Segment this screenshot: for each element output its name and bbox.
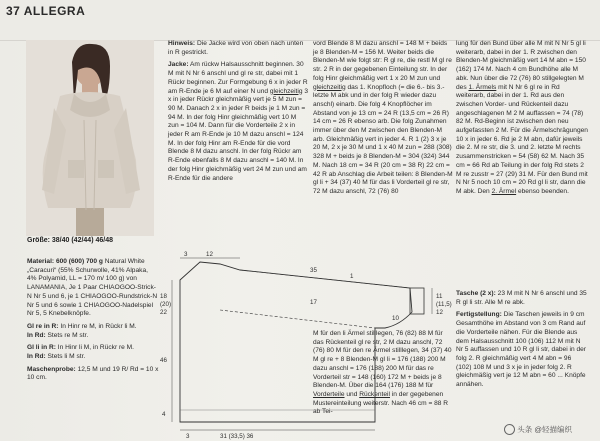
material-paragraph: Material: 600 (600) 700 g Natural White „Caracuri“ (55% Schurwolle, 41% Alpaka, 4% Polyamid, LL = 170 m/ 100 g) von LANAMANIA, Je 1 Paar CHIAOGOO-Strick-N Nr 5 und 6, je 1 CHIAOGOO-Rundstrick-N Nr 5 und 6 sowie 1 CHIAOGOO-Nadelspiel Nr 5, 5 Knebelknöpfe.: [27, 258, 158, 318]
model-photo: [26, 40, 154, 236]
dim-top-35: 35: [310, 267, 317, 274]
materials-column: [27, 258, 159, 387]
raglan-dashed-line: [220, 310, 375, 328]
source-watermark: [504, 424, 572, 435]
instructions-column-4: [456, 40, 588, 201]
dim-top-3: 3: [184, 251, 188, 258]
watermark-text: 头条 @轻描编织: [517, 425, 572, 434]
dim-left-22: 22: [160, 309, 167, 316]
col3-paragraph: vord Blende 8 M dazu anschl = 148 M + beids je 8 Blenden-M = 156 M. Weiter beids die Blenden-M wie folgt str: R gl re, die restl M gl re str. 2 R in der gegebenen Einteilung str. In der folg Hinr gleichmäßig vert 1 x 20 M zun und gleichzeitig das 1. Knopfloch (= die 6.- bis 3.-letzte M abk und in der folg R wieder dazu anschl) einarb. Die folg 4 Knopflöcher im Abstand von je 13 cm = 24 R (13,5 cm = 26 R) 14 cm = 26 R ebenso arb. Die folg Zunahmen immer über den M zwischen den Blenden-M arb. Gleichmäßig vert in jeder 4. R 1 (2) 3 x je 20 M, 2 x je 30 M und 1 x 40 M zun = 288 (308) 328 M + beids je 8 Blenden-M = 304 (324) 344 M. Nach 18 cm = 34 R (20 cm = 38 R) 22 cm = 42 R ab Anschlag die Arbeit teilen: 8 Blenden-M gl li + 34 (37) 40 M für das li Vorderteil gl re str, 72 M dazu anschl, 72 (76) 80: [313, 40, 453, 195]
col3-lower-paragraph: M für den li Ärmel stilllegen, 76 (82) 88 M für das Rückenteil gl re str, 2 M dazu anschl, 72 (76) 80 M für den re Ärmel stilllegen, 34 (37) 40 M gl re + 8 Blenden-M gl li = 176 (188) 200 M dazu anschl = 176 (188) 200 M für das re Vorderteil str = 148 (160) 172 M + beids je 8 Blenden-M. Über die 164 (176) 188 M für Vorderteile und Rückenteil in der gegebenen Mustereinteilung weiterstr. Nach 46 cm = 88 R ab Tei-: [313, 330, 452, 416]
col4-paragraph: lung für den Bund über alle M mit N Nr 5 gl li weiterarb, dabei in der 1. R zwischen den Blenden-M gleichmäßig vert 14 M abn = 150 (162) 174 M. Nach 4 cm Bundhöhe alle M abk. Nun über die 72 (76) 80 stillgelegten M des 1. Ärmels mit N Nr 6 gl re in Rd weiterarb, dabei in der 1. Rd aus den zwischen Vorder- und Rückenteil dazu angeschlagenen M 2 M auffassen = 74 (78) 82 M. Rd-Beginn ist zwischen den neu aufgefassten 2 M. Für die Ärmelschrägungen 10 x in jeder 6. Rd je 2 M abn, dafür jeweils die 2. M re str, die 3. und 2. letzte M rechts zusammenstricken = 54 (58) 62 M. Nach 35 cm = 66 Rd ab Teilung in der folg Rd stets 2 M re zusstr = 27 (29) 31 M. Für den Bund mit N Nr 5 noch 10 cm = 20 Rd gl li str, dann die M abk. Den 2. Ärmel ebenso beenden.: [456, 40, 588, 195]
dim-right-12: 12: [436, 309, 443, 316]
page-header: [0, 0, 600, 41]
instructions-column-4-lower: [456, 290, 588, 394]
dim-left-20: (20): [160, 301, 172, 308]
sleeve-dashed-line: [240, 270, 410, 288]
garment-outline: [180, 262, 412, 422]
dim-mid-10: 10: [392, 315, 399, 322]
hinweis-paragraph: Hinweis: Die Jacke wird von oben nach unten in R gestrickt.: [168, 40, 304, 56]
dim-right-11-5: (11,5): [436, 301, 452, 308]
dim-top-17: 17: [310, 299, 317, 306]
jacke-paragraph: Jacke: Am rückw Halsausschnitt beginnen. 30 M mit N Nr 6 anschl und gl re str, dabei mit 1 Rückr beginnen. Zur Formgebung 6 x in jeder R am R-Ende je 6 M auf einer N und gleichzeitig 3 x in jeder Rückr gleichmäßig vert je 5 M zun = 90 M. Danach 2 x in jeder R beids je 1 M zun = 94 M. In der folg Hinr gleichmäßig vert 10 M zun = 104 M. Dann für die Vorderteile 2 x in jeder R am R-Ende je 10 M dazu anschl = 124 M. In der folg Hinr am R-Ende für die vord Blende 8 M dazu anschl. In der folg Rückr am R-Ende ebenfalls 8 M dazu anschl = 140 M. In der folg Hinr gleichmäßig vert 24 M zun und am R-Ende für die andere: [168, 61, 309, 182]
dim-left-4: 4: [162, 411, 166, 418]
dim-bottom-width: 31 (33,5) 36: [220, 433, 254, 440]
dim-left-18: 18: [160, 293, 167, 300]
dim-left-46: 46: [160, 357, 167, 364]
gauge-paragraph: Maschenprobe: 12,5 M und 19 R/ Rd = 10 x 10 cm.: [27, 365, 159, 382]
fertig-paragraph: Fertigstellung: Die Taschen jeweils in 9 cm Gesamthöhe im Abstand von 3 cm Rand auf die Vorderteile nähen. Für die Blende aus dem Halsausschnitt 100 (106) 112 M mit N Nr 5 auffassen und 10 R gl li str, dabei in der folg 2. R gleichmäßig vert 4 M abn = 96 (102) 108 M und 3 x je in jeder folg 2. R gleichmäßig vert je 12 M abn = 60 ... Knöpfe annähen.: [456, 311, 586, 389]
instructions-column-2: [168, 40, 308, 187]
dim-right-11: 11: [436, 293, 443, 300]
stitch-gl-li: Gl li in R: In Hinr li M, in Rückr re M. In Rd: Stets li M str.: [27, 344, 135, 361]
taschen-paragraph: Tasche (2 x): 23 M mit N Nr 6 anschl und 35 R gl li str. Alle M re abk.: [456, 290, 587, 306]
dim-top-1: 1: [350, 273, 354, 280]
dim-bottom-3: 3: [186, 433, 190, 440]
stitch-gl-re: Gl re in R: In Hinr re M, in Rückr li M. In Rd: Stets re M str.: [27, 322, 137, 339]
model-photo-illustration: [26, 40, 154, 236]
pattern-title: 37 ALLEGRA: [6, 4, 86, 18]
schematic-diagram: [160, 250, 460, 440]
size-caption: Größe: 38/40 (42/44) 46/48: [27, 237, 113, 244]
dim-top-12: 12: [206, 251, 213, 258]
watermark-logo-icon: [504, 424, 515, 435]
instructions-column-3: [313, 40, 453, 201]
